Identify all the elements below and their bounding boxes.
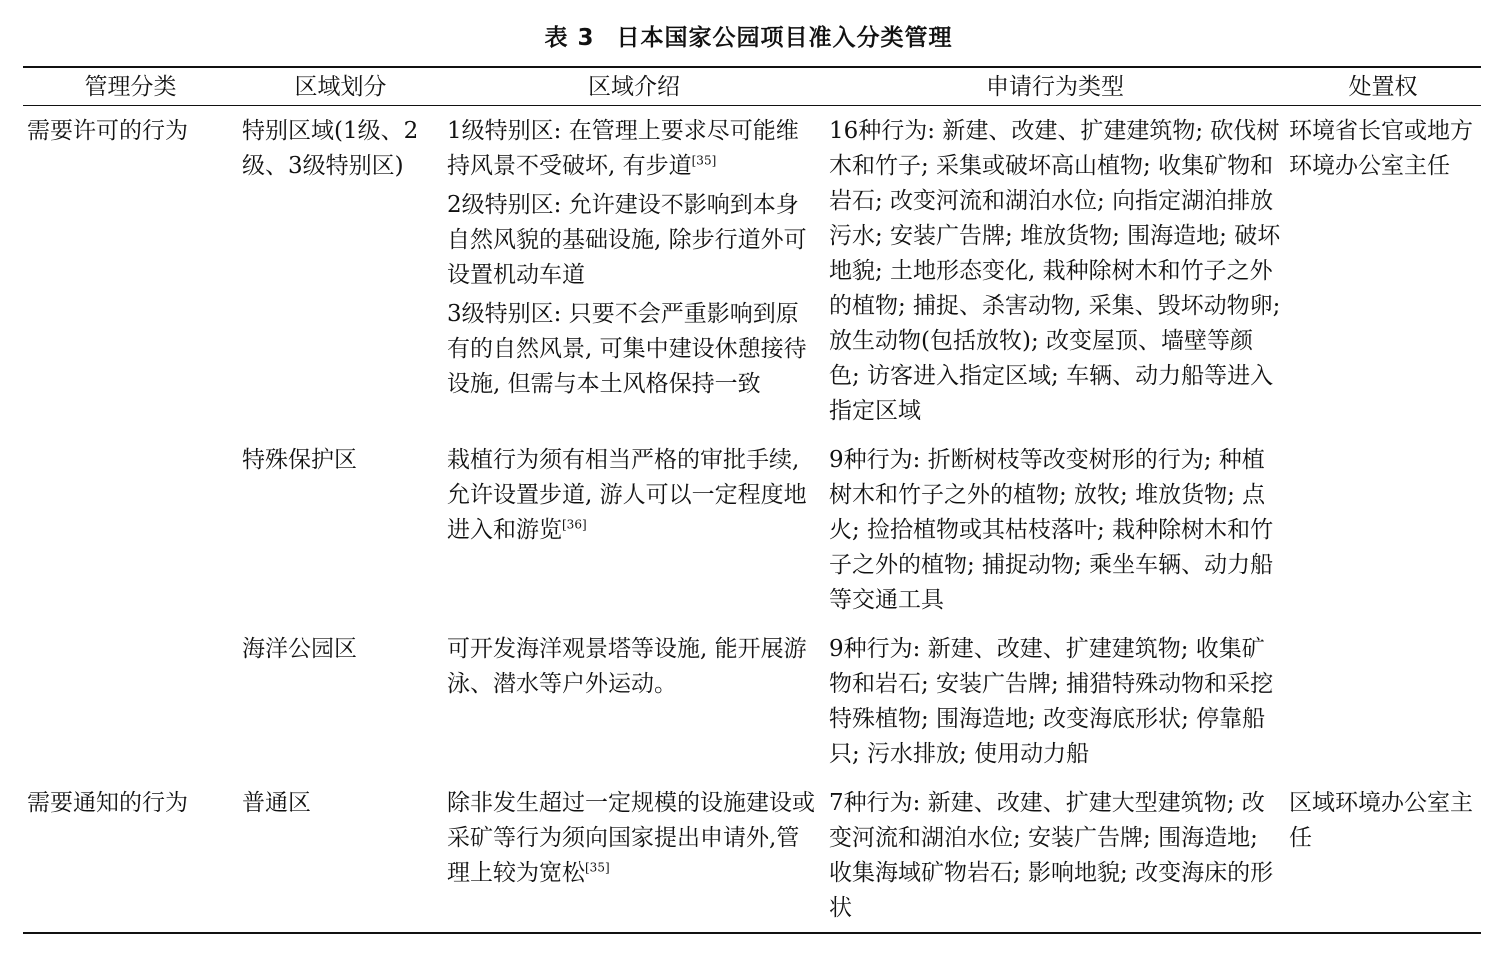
actions-cell: 16种行为: 新建、改建、扩建建筑物; 砍伐树木和竹子; 采集或破坏高山植物; 收集矿物和岩石; 改变河流和湖泊水位; 向指定湖泊排放污水; 安装广告牌; 堆放货物; 围海造地; 破坏地貌; 土地形态变化, 栽种除树木和竹子之外的植物; 捕捉、杀害动物, 采集、毁坏动物卵; 放生动物(包括放牧); 改变屋顶、墙壁等颜色; 访客进入指定区域; 车辆、动力船等进入指定区域 (829, 118, 1281, 424)
intro-cell (443, 624, 825, 778)
intro-paragraph: 可开发海洋观景塔等设施, 能开展游泳、潜水等户外运动。 (447, 636, 807, 697)
intro-paragraph: 栽植行为须有相当严格的审批手续, 允许设置步道, 游人可以一定程度地进入和游览[36] (447, 447, 807, 543)
authority-cell: 区域环境办公室主任 (1289, 790, 1473, 851)
authority-cell (1285, 435, 1481, 624)
zone-cell: 普通区 (242, 790, 311, 816)
intro-paragraph: 1级特别区: 在管理上要求尽可能维持风景不受破坏, 有步道[35] (447, 118, 799, 179)
table-row (23, 435, 1481, 624)
management-table (23, 66, 1481, 934)
table-row (23, 106, 1481, 436)
actions-cell: 9种行为: 新建、改建、扩建建筑物; 收集矿物和岩石; 安装广告牌; 捕猎特殊动物和采挖特殊植物; 围海造地; 改变海底形状; 停靠船只; 污水排放; 使用动力船 (829, 636, 1274, 767)
citation-ref: [35] (691, 153, 717, 168)
category-cell: 需要许可的行为 (27, 118, 188, 144)
table-number: 表 3 (544, 25, 595, 51)
header-authority: 处置权 (1285, 67, 1481, 106)
intro-paragraph: 3级特别区: 只要不会严重影响到原有的自然风景, 可集中建设休憩接待设施, 但需与本土风格保持一致 (447, 301, 807, 397)
actions-cell: 7种行为: 新建、改建、扩建大型建筑物; 改变河流和湖泊水位; 安装广告牌; 围海造地; 收集海域矿物岩石; 影响地貌; 改变海床的形状 (829, 790, 1274, 921)
header-intro: 区域介绍 (443, 67, 825, 106)
citation-ref: [36] (562, 517, 587, 532)
citation-ref: [35] (585, 860, 610, 875)
zone-cell: 特别区域(1级、2级、3级特别区) (242, 118, 419, 179)
intro-paragraph: 除非发生超过一定规模的设施建设或采矿等行为须向国家提出申请外,管理上较为宽松[35] (447, 790, 815, 886)
authority-cell: 环境省长官或地方环境办公室主任 (1289, 118, 1473, 179)
zone-cell: 特殊保护区 (242, 447, 357, 473)
header-zone: 区域划分 (238, 67, 443, 106)
authority-cell (1285, 624, 1481, 778)
table-row (23, 778, 1481, 933)
intro-cell (443, 778, 825, 933)
category-cell (23, 435, 238, 624)
intro-cell (443, 435, 825, 624)
category-cell: 需要通知的行为 (27, 790, 188, 816)
table-title: 日本国家公园项目准入分类管理 (616, 25, 953, 51)
actions-cell: 9种行为: 折断树枝等改变树形的行为; 种植树木和竹子之外的植物; 放牧; 堆放货物; 点火; 捡拾植物或其枯枝落叶; 栽种除树木和竹子之外的植物; 捕捉动物; 乘坐车辆、动力船等交通工具 (829, 447, 1274, 613)
intro-cell (443, 106, 825, 436)
zone-cell: 海洋公园区 (242, 636, 357, 662)
table-caption (0, 22, 1497, 54)
header-row (23, 67, 1481, 106)
intro-paragraph: 2级特别区: 允许建设不影响到本身自然风貌的基础设施, 除步行道外可设置机动车道 (447, 192, 807, 288)
header-actions: 申请行为类型 (825, 67, 1285, 106)
category-cell (23, 624, 238, 778)
header-category: 管理分类 (23, 67, 238, 106)
table-row (23, 624, 1481, 778)
